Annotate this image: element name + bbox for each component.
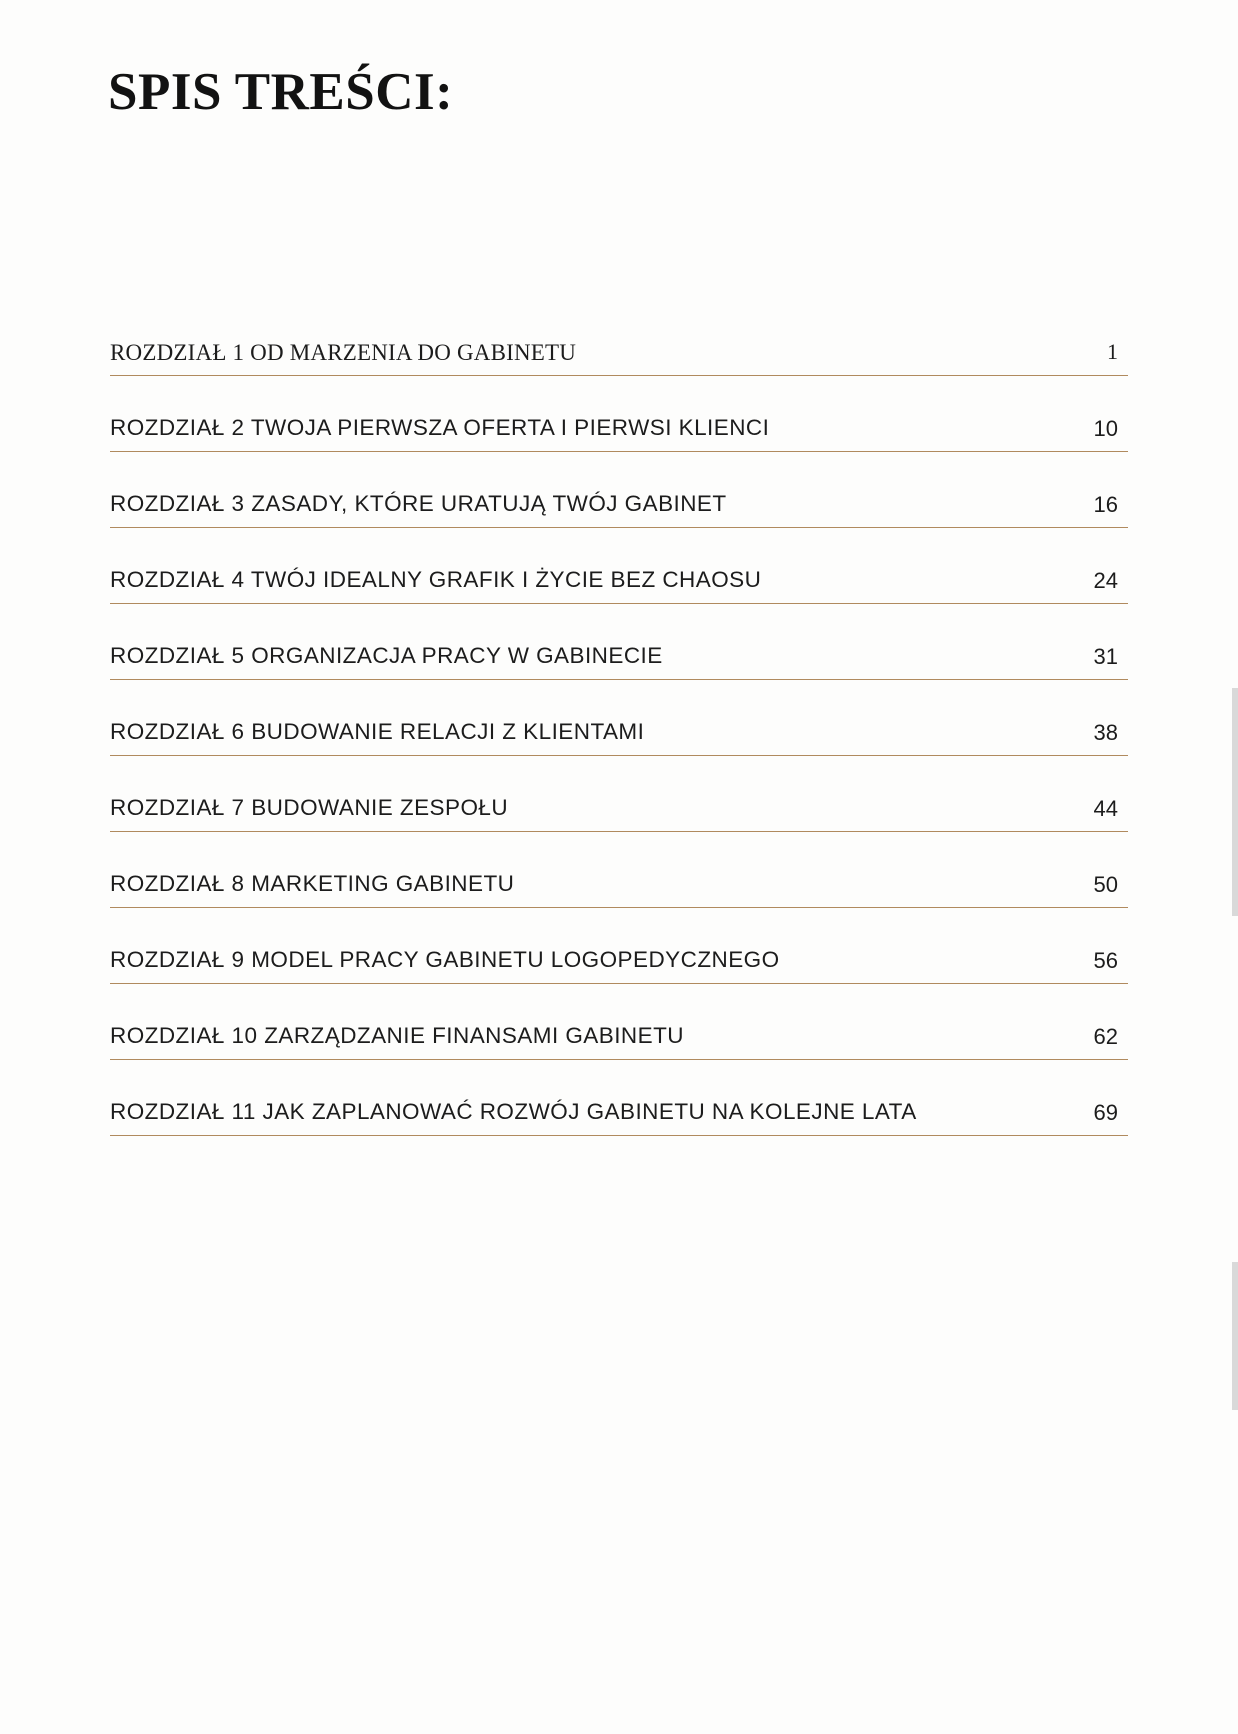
toc-entry-label: ROZDZIAŁ 11 JAK ZAPLANOWAĆ ROZWÓJ GABINETU NA KOLEJNE LATA <box>110 1099 917 1125</box>
toc-entry[interactable] <box>110 376 1128 452</box>
toc-entry-page: 62 <box>1093 1023 1118 1049</box>
toc-entry-page: 24 <box>1093 567 1118 593</box>
toc-entry[interactable] <box>110 604 1128 680</box>
toc-entry-page: 10 <box>1093 415 1118 441</box>
toc-entry-label: ROZDZIAŁ 3 ZASADY, KTÓRE URATUJĄ TWÓJ GABINET <box>110 491 727 517</box>
toc-entry[interactable] <box>110 680 1128 756</box>
toc-entry-page: 69 <box>1093 1099 1118 1125</box>
table-of-contents <box>110 300 1128 1136</box>
toc-entry-page: 1 <box>1107 338 1118 364</box>
toc-entry[interactable] <box>110 756 1128 832</box>
toc-entry-page: 44 <box>1093 795 1118 821</box>
toc-entry-page: 50 <box>1093 871 1118 897</box>
toc-entry[interactable] <box>110 908 1128 984</box>
toc-entry-page: 31 <box>1093 643 1118 669</box>
toc-entry-label: ROZDZIAŁ 8 MARKETING GABINETU <box>110 871 515 897</box>
toc-entry-label: ROZDZIAŁ 5 ORGANIZACJA PRACY W GABINECIE <box>110 643 663 669</box>
page-title: SPIS TREŚCI: <box>108 63 454 121</box>
toc-entry-label: ROZDZIAŁ 1 OD MARZENIA DO GABINETU <box>110 339 577 365</box>
toc-entry-page: 56 <box>1093 947 1118 973</box>
toc-entry-label: ROZDZIAŁ 10 ZARZĄDZANIE FINANSAMI GABINETU <box>110 1023 684 1049</box>
toc-entry-label: ROZDZIAŁ 2 TWOJA PIERWSZA OFERTA I PIERWSI KLIENCI <box>110 415 770 441</box>
toc-entry-label: ROZDZIAŁ 7 BUDOWANIE ZESPOŁU <box>110 795 509 821</box>
toc-entry[interactable] <box>110 1060 1128 1136</box>
toc-entry[interactable] <box>110 300 1128 376</box>
toc-entry-label: ROZDZIAŁ 6 BUDOWANIE RELACJI Z KLIENTAMI <box>110 719 645 745</box>
toc-entry[interactable] <box>110 984 1128 1060</box>
scrollbar-mark[interactable] <box>1232 688 1238 916</box>
toc-entry-page: 16 <box>1093 491 1118 517</box>
toc-entry[interactable] <box>110 528 1128 604</box>
toc-entry-label: ROZDZIAŁ 4 TWÓJ IDEALNY GRAFIK I ŻYCIE BEZ CHAOSU <box>110 567 762 593</box>
scrollbar-mark[interactable] <box>1232 1262 1238 1410</box>
toc-entry[interactable] <box>110 452 1128 528</box>
toc-entry-page: 38 <box>1093 719 1118 745</box>
toc-entry-label: ROZDZIAŁ 9 MODEL PRACY GABINETU LOGOPEDYCZNEGO <box>110 947 780 973</box>
toc-entry[interactable] <box>110 832 1128 908</box>
